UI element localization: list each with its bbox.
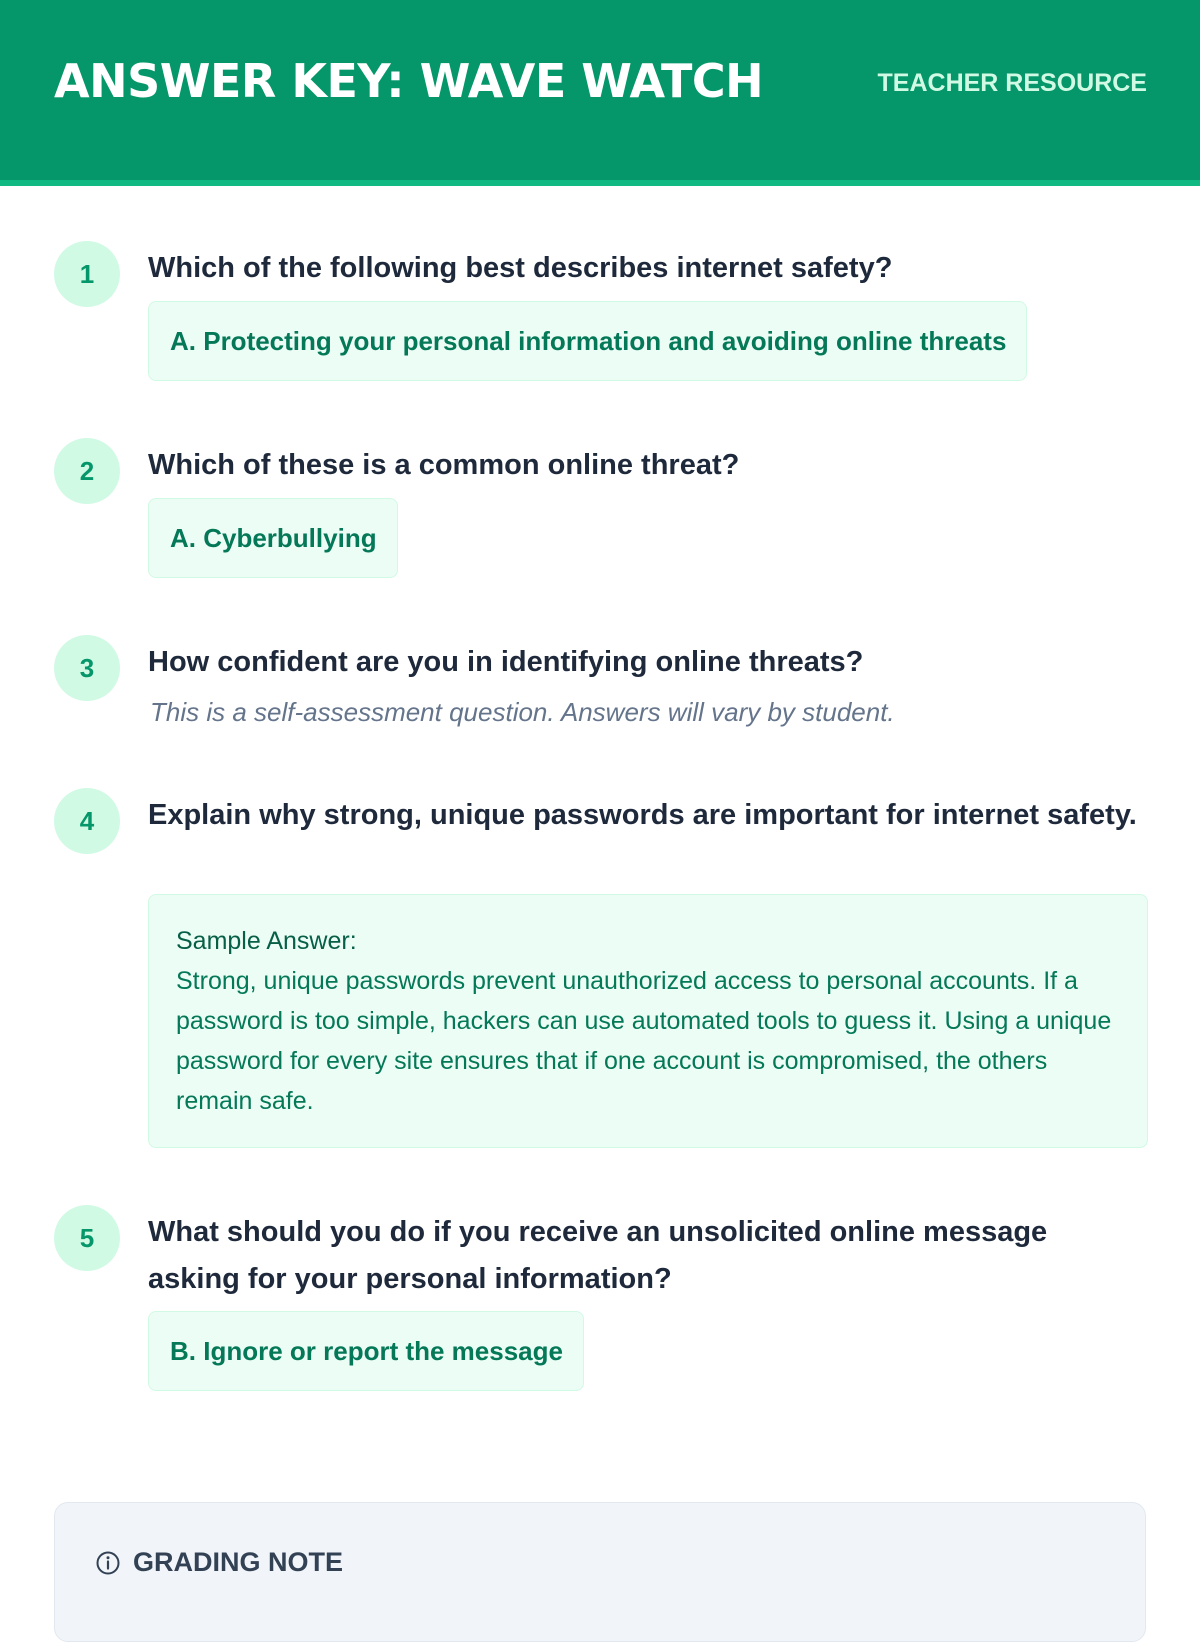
- answer-box: A. Cyberbullying: [148, 498, 398, 578]
- question-number-badge: 1: [54, 241, 120, 307]
- question-number-badge: 2: [54, 438, 120, 504]
- grading-note-header: [95, 1547, 343, 1578]
- answer-box: A. Protecting your personal information and avoiding online threats: [148, 301, 1027, 381]
- self-assessment-note: This is a self-assessment question. Answers will vary by student.: [150, 697, 895, 727]
- sample-answer-box: [148, 894, 1148, 1148]
- question-number-badge: 3: [54, 635, 120, 701]
- page-title: ANSWER KEY: WAVE WATCH: [54, 54, 764, 108]
- grading-note-title: GRADING NOTE: [133, 1547, 344, 1577]
- question-text: Explain why strong, unique passwords are important for internet safety.: [148, 799, 1137, 831]
- info-icon: [95, 1550, 121, 1576]
- grading-note-panel: [54, 1502, 1146, 1642]
- question-text: Which of these is a common online threat?: [148, 449, 740, 481]
- page-header: [0, 0, 1200, 186]
- question-number-badge: 4: [54, 788, 120, 854]
- question-text: Which of the following best describes internet safety?: [148, 252, 893, 284]
- question-text: What should you do if you receive an unsolicited online message asking for your personal information?: [148, 1216, 1048, 1295]
- question-text: How confident are you in identifying online threats?: [148, 646, 864, 678]
- question-number-badge: 5: [54, 1205, 120, 1271]
- sample-answer-label: Sample Answer:: [176, 927, 357, 955]
- resource-tag: TEACHER RESOURCE: [877, 69, 1147, 97]
- answer-box: B. Ignore or report the message: [148, 1311, 584, 1391]
- sample-answer-text: Strong, unique passwords prevent unauthorized access to personal accounts. If a password is too simple, hackers can use automated tools to guess it. Using a unique password for every site ensures that if one account is compromised, the others remain safe.: [176, 967, 1112, 1115]
